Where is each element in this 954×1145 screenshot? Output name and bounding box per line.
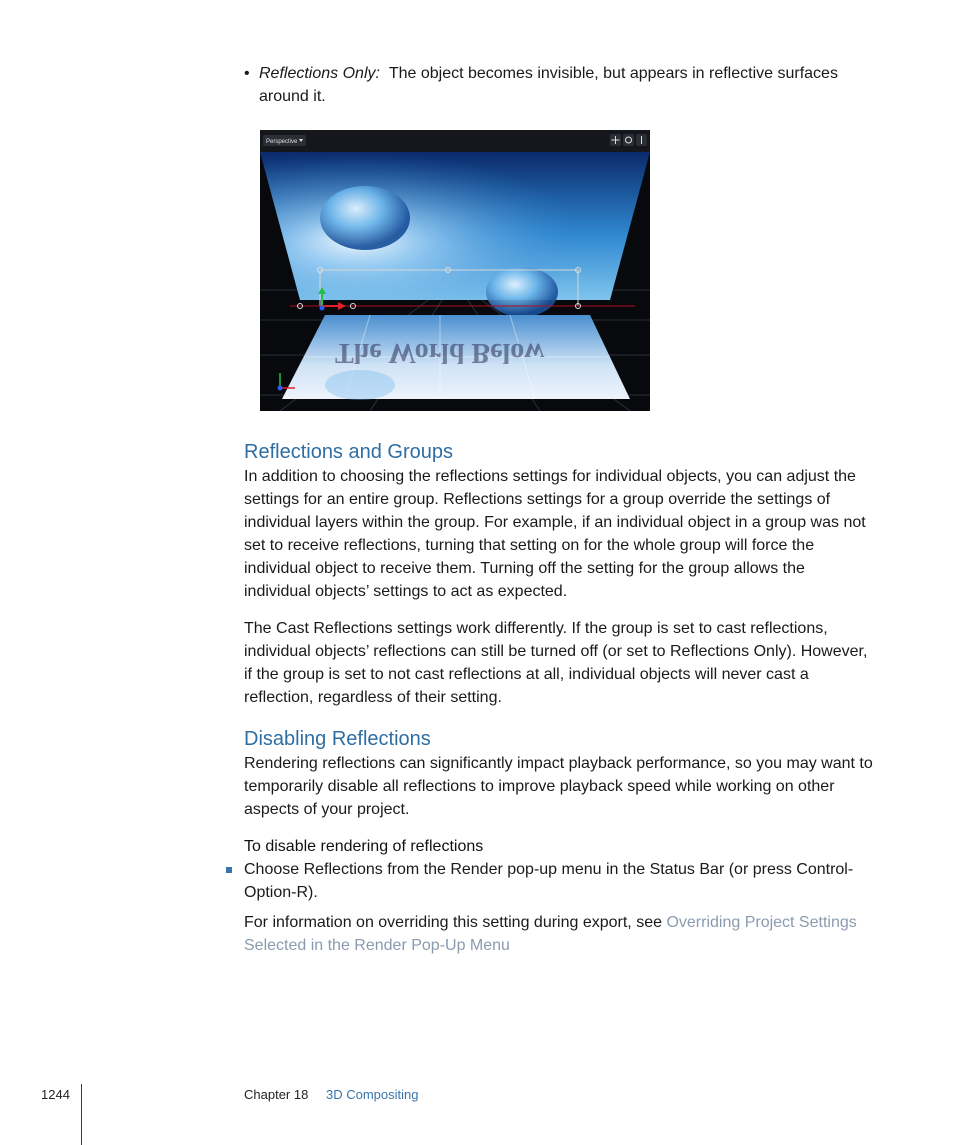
light-burst xyxy=(260,152,650,300)
section-heading-disabling-reflections: Disabling Reflections xyxy=(244,728,431,750)
overriding-settings-link[interactable]: Overriding Project Settings Selected in the Render Pop-Up Menu xyxy=(244,914,857,954)
bullet-description: The object becomes invisible, but appears in reflective surfaces around it. xyxy=(259,65,838,105)
step-text: Choose Reflections from the Render pop-up menu in the Status Bar (or press Control-Option-R). xyxy=(244,861,854,901)
camera-menu[interactable] xyxy=(263,135,306,146)
step-bullet-icon xyxy=(226,867,232,873)
chapter-title-link[interactable]: 3D Compositing xyxy=(326,1087,419,1102)
bullet-item xyxy=(244,62,876,108)
view-tools[interactable] xyxy=(610,134,647,146)
viewport-canvas xyxy=(260,130,650,411)
camera-menu-label: Perspective xyxy=(266,139,298,145)
disabling-paragraph: Rendering reflections can significantly impact playback performance, so you may want to temporarily disable all reflections to improve playback speed while working on other aspects of your project. xyxy=(244,755,873,818)
bullet-marker: • xyxy=(244,65,250,82)
task-title: To disable rendering of reflections xyxy=(244,838,484,855)
groups-paragraph-1: In addition to choosing the reflections settings for individual objects, you can adjust the settings for an entire group. Reflections settings for a group override the settings of individual layers within the group. For example, if an individual object in a group was not set to receive reflections, turning that setting on for the whole group will force the individual object to receive them. Turning off the setting for the group allows the individual objects’ settings to act as expected. xyxy=(244,468,866,600)
section-heading-reflections-and-groups: Reflections and Groups xyxy=(244,441,454,463)
info-text: For information on overriding this setting during export, see xyxy=(244,914,667,931)
info-paragraph xyxy=(244,911,876,957)
bullet-term: Reflections Only: xyxy=(259,65,380,82)
bubble-reflection xyxy=(325,370,395,400)
groups-paragraph-2: The Cast Reflections settings work differently. If the group is set to cast reflections, individual objects’ reflections can still be turned off (or set to Reflections Only). However, if the group is set to not cast reflections at all, individual objects will never cast a reflection, regardless of their setting. xyxy=(244,620,868,706)
task-step xyxy=(226,858,876,904)
reflected-title-text: The World Below xyxy=(335,337,545,368)
bubble-object-small xyxy=(486,267,558,317)
page-number: 1244 xyxy=(41,1087,70,1102)
chapter-label: Chapter 18 xyxy=(244,1087,309,1102)
footer-divider xyxy=(81,1084,82,1145)
bubble-object-large xyxy=(320,186,410,250)
orbit-tool-icon[interactable] xyxy=(623,134,634,146)
viewport-screenshot xyxy=(260,130,650,411)
bullet-text xyxy=(259,62,876,108)
